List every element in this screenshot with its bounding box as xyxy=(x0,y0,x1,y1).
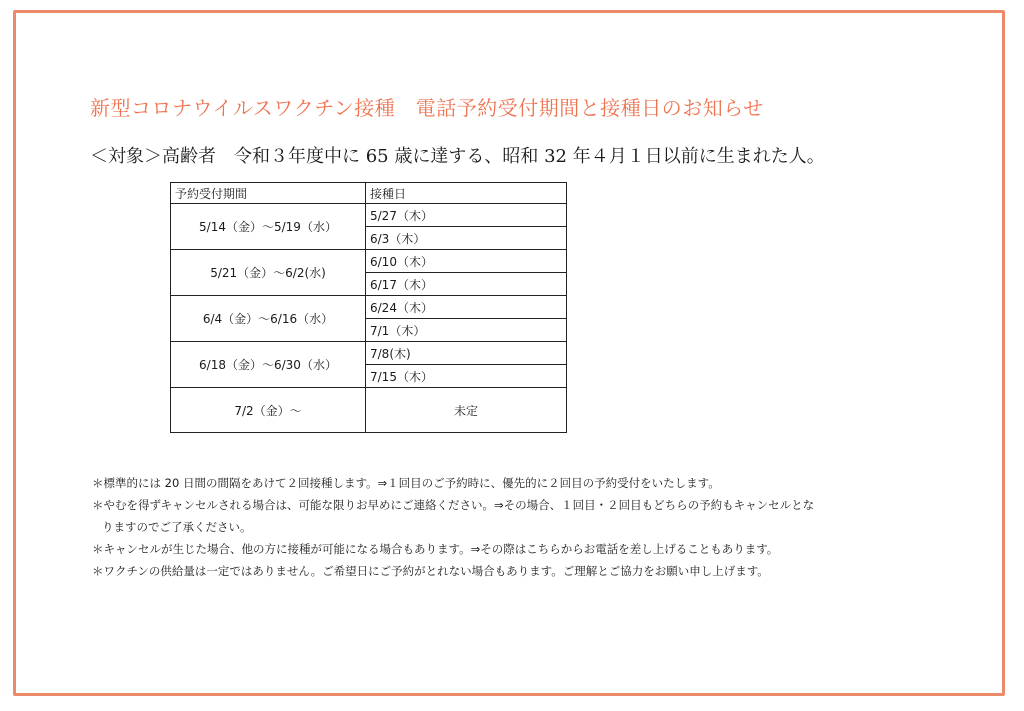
vaccination-date: 7/15（木） xyxy=(366,365,567,388)
table-row xyxy=(171,250,567,273)
reservation-period: 6/18（金）～6/30（水） xyxy=(171,342,366,388)
table-header-row xyxy=(171,183,567,204)
table-row xyxy=(171,342,567,365)
note-item: ＊やむを得ずキャンセルされる場合は、可能な限りお早めにご連絡ください。⇒その場合、１回目・２回目もどちらの予約もキャンセルとな xyxy=(92,498,815,512)
vaccination-date: 5/27（木） xyxy=(366,204,567,227)
note-item: ＊標準的には 20 日間の間隔をあけて２回接種します。⇒１回目のご予約時に、優先的に２回目の予約受付をいたします。 xyxy=(92,476,720,490)
vaccination-date: 6/10（木） xyxy=(366,250,567,273)
vaccination-date: 6/3（木） xyxy=(366,227,567,250)
table-row xyxy=(171,296,567,319)
vaccination-date-undecided: 未定 xyxy=(366,388,567,433)
notice-title: 新型コロナウイルスワクチン接種 電話予約受付期間と接種日のお知らせ xyxy=(90,96,764,120)
notes-section xyxy=(92,472,922,582)
vaccination-date: 6/17（木） xyxy=(366,273,567,296)
target-audience: ＜対象＞高齢者 令和３年度中に 65 歳に達する、昭和 32 年４月１日以前に生まれた人。 xyxy=(90,146,825,167)
note-item-continuation: りますのでご了承ください。 xyxy=(102,520,252,534)
reservation-period: 6/4（金）～6/16（水） xyxy=(171,296,366,342)
header-period: 予約受付期間 xyxy=(171,183,366,204)
vaccination-date: 7/8(木) xyxy=(366,342,567,365)
vaccination-date: 6/24（木） xyxy=(366,296,567,319)
table-row xyxy=(171,204,567,227)
note-item: ＊ワクチンの供給量は一定ではありません。ご希望日にご予約がとれない場合もあります。ご理解とご協力をお願い申し上げます。 xyxy=(92,564,769,578)
header-vaccination-date: 接種日 xyxy=(366,183,567,204)
note-item: ＊キャンセルが生じた場合、他の方に接種が可能になる場合もあります。⇒その際はこちらからお電話を差し上げることもあります。 xyxy=(92,542,779,556)
reservation-period: 7/2（金）～ xyxy=(171,388,366,433)
schedule-table xyxy=(170,182,567,433)
table-row xyxy=(171,388,567,433)
reservation-period: 5/21（金）～6/2(水) xyxy=(171,250,366,296)
vaccination-date: 7/1（木） xyxy=(366,319,567,342)
reservation-period: 5/14（金）～5/19（水） xyxy=(171,204,366,250)
